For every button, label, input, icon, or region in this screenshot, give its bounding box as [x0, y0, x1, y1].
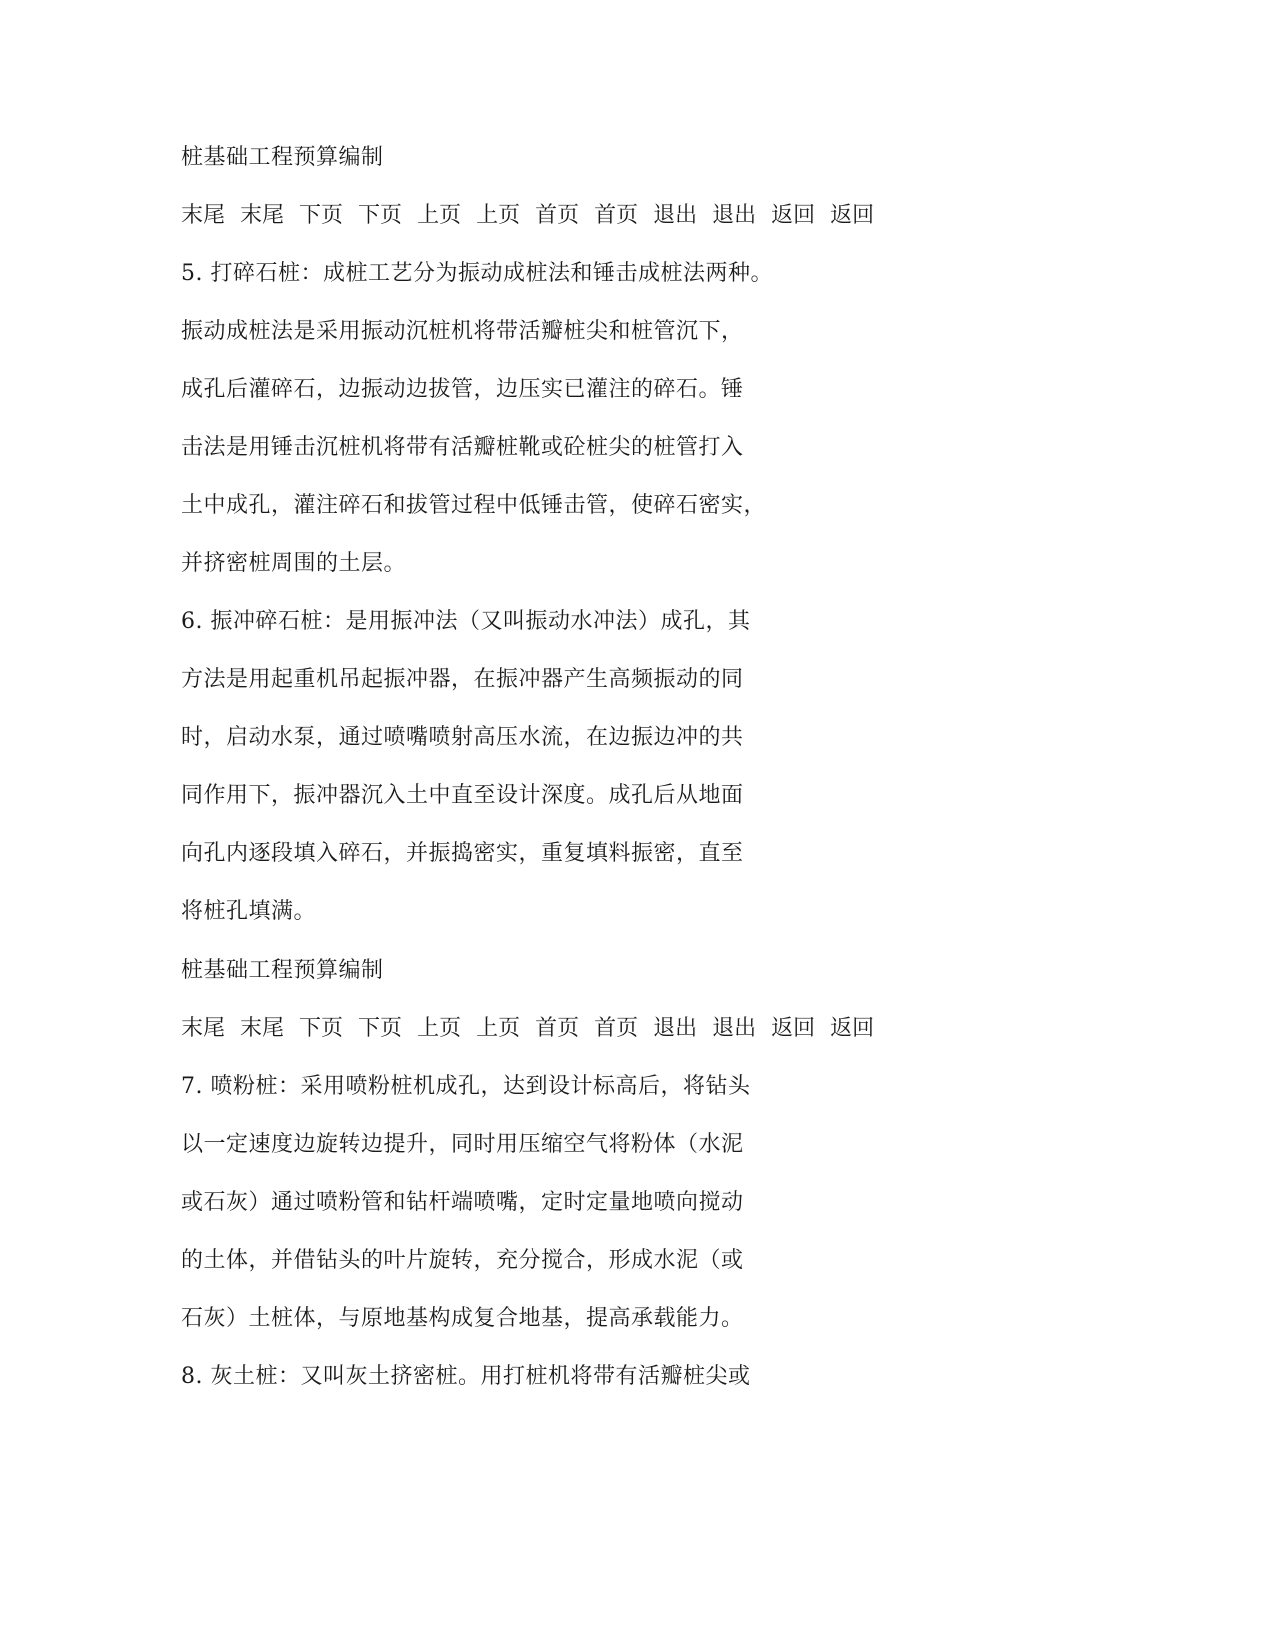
- paragraph-line: 击法是用锤击沉桩机将带有活瓣桩靴或砼桩尖的桩管打入: [181, 435, 744, 460]
- paragraph-line: 向孔内逐段填入碎石，并振捣密实，重复填料振密，直至: [181, 841, 744, 866]
- nav-next-link[interactable]: 下页: [299, 1016, 344, 1041]
- nav-exit-link[interactable]: 退出: [712, 1016, 757, 1041]
- nav-bar: [181, 201, 889, 231]
- paragraph-line: 7. 喷粉桩：采用喷粉桩机成孔，达到设计标高后，将钻头: [181, 1074, 751, 1099]
- nav-home-link[interactable]: 首页: [594, 1016, 639, 1041]
- nav-back-link[interactable]: 返回: [771, 1016, 816, 1041]
- nav-last-link[interactable]: 末尾: [181, 1016, 226, 1041]
- nav-last-link[interactable]: 末尾: [181, 203, 226, 228]
- nav-last-link[interactable]: 末尾: [240, 203, 285, 228]
- nav-next-link[interactable]: 下页: [299, 203, 344, 228]
- nav-exit-link[interactable]: 退出: [653, 203, 698, 228]
- nav-exit-link[interactable]: 退出: [653, 1016, 698, 1041]
- nav-home-link[interactable]: 首页: [535, 203, 580, 228]
- paragraph-line: 振动成桩法是采用振动沉桩机将带活瓣桩尖和桩管沉下，: [181, 319, 744, 344]
- nav-bar: [181, 1014, 889, 1044]
- paragraph-line: 的土体，并借钻头的叶片旋转，充分搅合，形成水泥（或: [181, 1248, 744, 1273]
- nav-prev-link[interactable]: 上页: [417, 203, 462, 228]
- paragraph-line: 以一定速度边旋转边提升，同时用压缩空气将粉体（水泥: [181, 1132, 744, 1157]
- paragraph-line: 将桩孔填满。: [181, 899, 317, 924]
- paragraph-line: 石灰）土桩体，与原地基构成复合地基，提高承载能力。: [181, 1306, 744, 1331]
- paragraph-line: 成孔后灌碎石，边振动边拔管，边压实已灌注的碎石。锤: [181, 377, 744, 402]
- nav-next-link[interactable]: 下页: [358, 203, 403, 228]
- paragraph-line: 6. 振冲碎石桩：是用振冲法（又叫振动水冲法）成孔，其: [181, 609, 751, 634]
- nav-prev-link[interactable]: 上页: [476, 203, 521, 228]
- nav-next-link[interactable]: 下页: [358, 1016, 403, 1041]
- paragraph-line: 5. 打碎石桩：成桩工艺分为振动成桩法和锤击成桩法两种。: [181, 261, 773, 286]
- nav-back-link[interactable]: 返回: [830, 1016, 875, 1041]
- paragraph-line: 时，启动水泵，通过喷嘴喷射高压水流，在边振边冲的共: [181, 725, 744, 750]
- nav-exit-link[interactable]: 退出: [712, 203, 757, 228]
- nav-back-link[interactable]: 返回: [830, 203, 875, 228]
- paragraph-line: 并挤密桩周围的土层。: [181, 551, 407, 576]
- nav-prev-link[interactable]: 上页: [476, 1016, 521, 1041]
- nav-last-link[interactable]: 末尾: [240, 1016, 285, 1041]
- nav-back-link[interactable]: 返回: [771, 203, 816, 228]
- paragraph-line: 或石灰）通过喷粉管和钻杆端喷嘴，定时定量地喷向搅动: [181, 1190, 744, 1215]
- nav-prev-link[interactable]: 上页: [417, 1016, 462, 1041]
- paragraph-line: 同作用下，振冲器沉入土中直至设计深度。成孔后从地面: [181, 783, 744, 808]
- paragraph-line: 8. 灰土桩：又叫灰土挤密桩。用打桩机将带有活瓣桩尖或: [181, 1364, 751, 1389]
- section-title: 桩基础工程预算编制: [181, 958, 384, 983]
- nav-home-link[interactable]: 首页: [594, 203, 639, 228]
- paragraph-line: 土中成孔，灌注碎石和拔管过程中低锤击管，使碎石密实，: [181, 493, 767, 518]
- nav-home-link[interactable]: 首页: [535, 1016, 580, 1041]
- paragraph-line: 方法是用起重机吊起振冲器，在振冲器产生高频振动的同: [181, 667, 744, 692]
- section-title: 桩基础工程预算编制: [181, 145, 384, 170]
